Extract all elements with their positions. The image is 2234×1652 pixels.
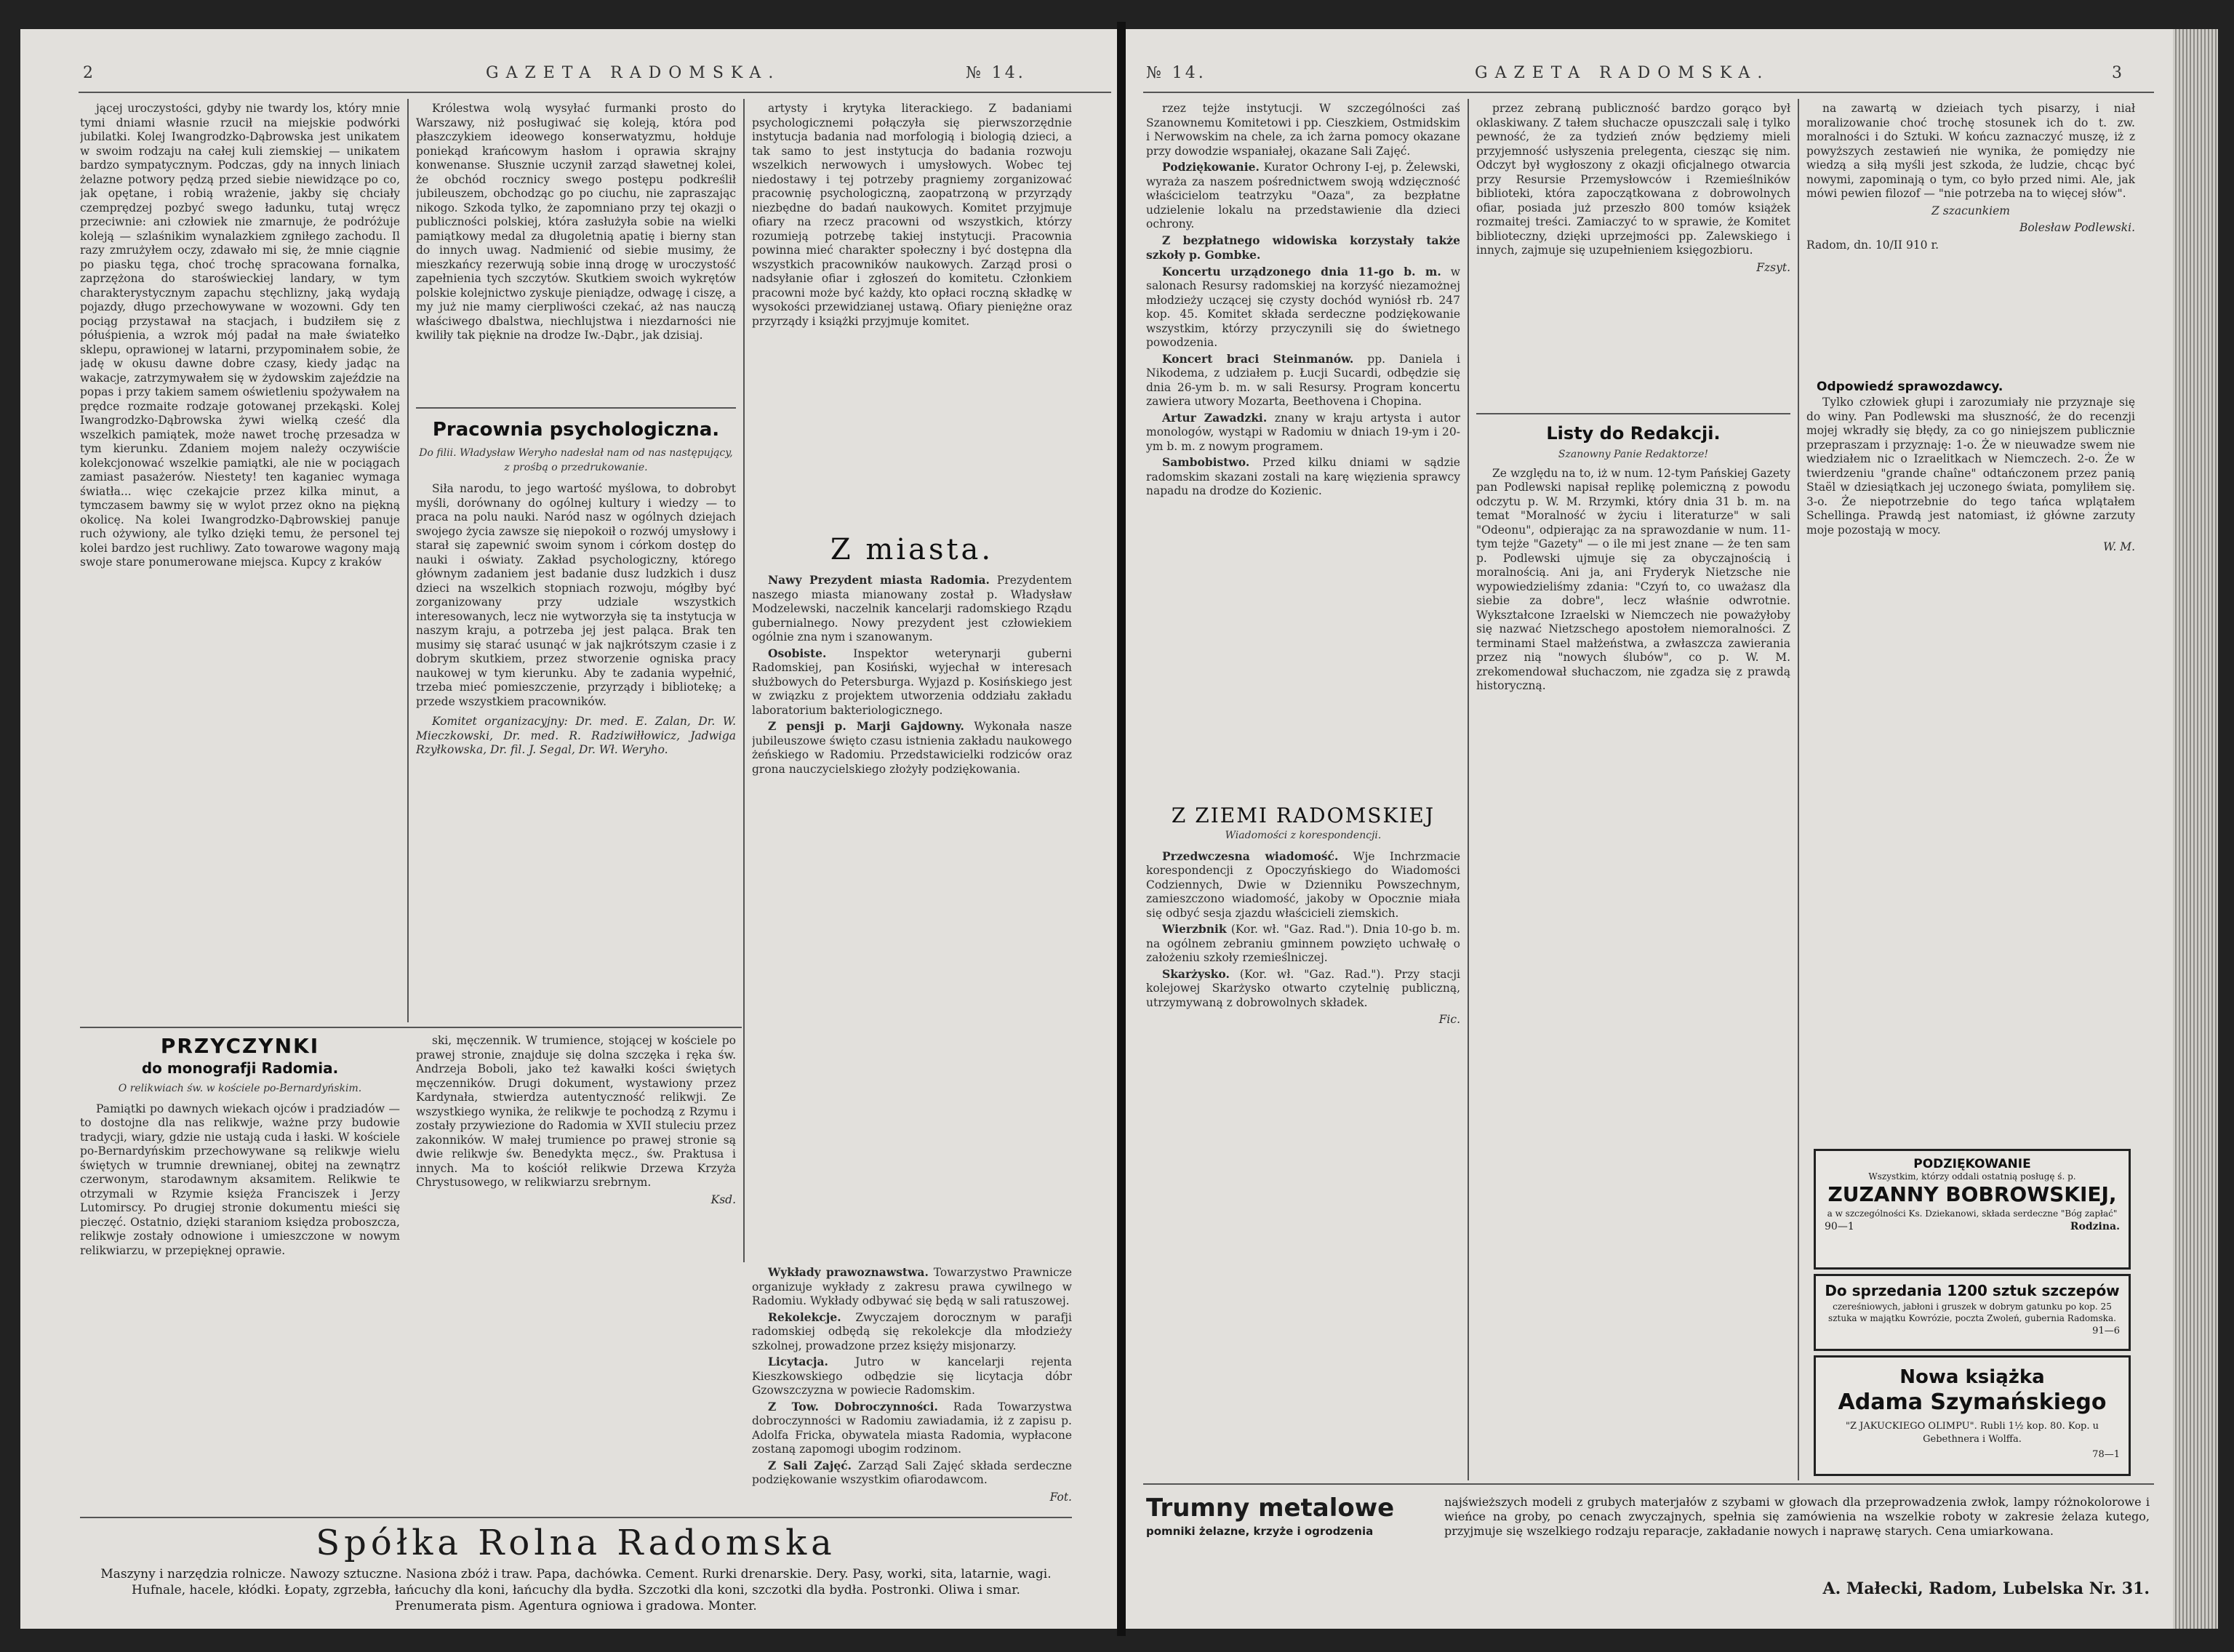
miasta-item-text: Wykonała nasze jubileuszowe święto czasu istnienia zakładu naukowego żeńskiego w Radomiu. Przedstawicielki rodziców oraz grona nauczycielskiego złożyły podziękowania. (752, 720, 1072, 776)
przyczynki-subtitle: do monografji Radomia. (141, 1059, 339, 1077)
spolka-rolna-ad (80, 1523, 1072, 1617)
right-item-text: Przed kilku dniami w sądzie radomskim skazani zostali na karę więzienia sprawcy napadu na drodze do Kozienic. (1146, 456, 1460, 497)
z-miasta-title: Z miasta. (830, 533, 994, 566)
z-ziemi-section (1146, 803, 1460, 1479)
ad-rule (80, 1517, 1072, 1518)
podziekowanie-intro: Wszystkim, którzy oddali ostatnią posługę ś. p. (1868, 1171, 2076, 1182)
listy-text: Ze względu na to, iż w num. 12-tym Pańskiej Gazety pan Podlewski napisał replikę polemiczną z powodu odczytu p. W. M. Rrzymki, który dnia 31 b. m. na temat "Moralność w życiu i literaturze" w sali "Odeonu", odpierając za na sprawozdanie w num. 11-tym tejże "Gazety" — o ile mi jest znane — że ten sam p. Podlewski ujmuje się za obyczajnością i moralnością. Ani ja, ani Fryderyk Nietzsche nie wypowiedzieliśmy zdania: "Czyń to, co uważasz dla siebie za dobre", lecz właśnie odwrotnie. Wykształcone Izraelski w Niemczech nie poważyłoby się nazwać Nietzschego apostołem niemoralności. Z terminami Stael małżeństwa, a zwłaszcza zawierania przez nią "nowych ślubów", co p. W. M. zrekomendował słuchaczom, nie zgadza się z prawdą historyczną. (1476, 466, 1790, 692)
column-rule (407, 99, 409, 1022)
left-running-title: GAZETA RADOMSKA. (486, 64, 781, 82)
header-rule (79, 92, 1111, 93)
spolka-rolna-title: Spółka Rolna Radomska (316, 1523, 836, 1563)
trumny-ad (1146, 1492, 2150, 1623)
ziemi-item-text: (Kor. wł. "Gaz. Rad."). Przy stacji kolejowej Skarżysko otwarto czytelnię publiczną, utrzymywaną z dobrowolnych składek. (1146, 967, 1460, 1009)
odpowiedz-text: Tylko człowiek głupi i zarozumiały nie przyznaje się do winy. Pan Podlewski ma słuszność, że do recenzji mojej wkradły się błędy, za co go niniejszem publicznie przepraszam i przyznaję: 1-o. Że w nieuwadze swem nie wiedziałem nic o Izraelitkach w Niemczech. 2-o. Że w twierdzeniu "grande chaîne" odtańczonem przez panią Staël w dziesiątkach jej uczonego świata, pomyliłem się. 3-o. Że niepotrzebnie do tego tańca wplątałem Schellinga. Prawdą jest natomiast, iż główne zarzuty moje pozostają w mocy. (1806, 396, 2135, 537)
column-rule (1798, 99, 1799, 1480)
ziemi-signature: Fic. (1438, 1013, 1460, 1026)
right-page-number: 3 (2112, 64, 2129, 82)
podziekowanie-title: PODZIĘKOWANIE (1913, 1157, 2031, 1171)
psych-note: Do filii. Władysław Weryho nadesłał nam od nas następujący, z prośbą o przedrukowanie. (419, 447, 733, 473)
right-col2-top (1476, 102, 1790, 407)
listy-title: Listy do Redakcji. (1546, 423, 1721, 444)
right-item-lead: Podziękowanie. (1162, 160, 1260, 174)
z-miasta-continued (752, 1265, 1072, 1512)
spolka-rolna-text: Maszyny i narzędzia rolnicze. Nawozy sztuczne. Nasiona zbóż i traw. Papa, dachówka. Cement. Rurki drenarskie. Dery. Pasy, worki, sita, latarnie, wagi. Hufnale, hacele, kłódki. Łopaty, zgrzebła, łańcuchy dla koni, łańcuchy dla bydła. Szczotki dla koni, szczotki dla bydła. Postronki. Oliwa i smar. Prenumerata pism. Agentura ogniowa i gradowa. Monter. (100, 1567, 1052, 1613)
ziemi-item-text: (Kor. wł. "Gaz. Rad."). Dnia 10-go b. m. na ogólnem zebraniu gminnem powzięto uchwałę o założeniu szkoły rzemieślniczej. (1146, 923, 1460, 964)
ksiazka-author: Adama Szymańskiego (1838, 1390, 2107, 1415)
szczepy-code: 91—6 (2092, 1326, 2120, 1336)
trumny-text: najświeższych modeli z grubych materjałów z szybami w głowach dla przeprowadzenia zwłok, lampy różnokolorowe i wieńce na groby, po cenach zwyczajnych, spełnia się zamówienia na wszelkie roboty w zakresie żelaza kutego, przyjmuje się wszelkiego rodzaju reparacje, zakładanie nowych i naprawę starych. Cena umiarkowana. (1444, 1495, 2150, 1538)
miasta-item-lead: Rekolekcje. (768, 1310, 841, 1324)
left-page (20, 29, 1117, 1629)
column-rule (743, 99, 745, 1262)
right-col3-text: na zawartą w dzieiach tych pisarzy, i niał moralizowanie choć trochę stosunek ich do t. zw. moralności i do Sztuki. W końcu zaznaczyć muszę, iż z powyższych zestawień nie wynika, że pomiędzy nie wiedzą a siłą myśli jest szkoda, że ludzie, chcąc być nowymi, zapominają o tym, co było przed nimi. Ale, jak mówi pewien filozof — "nie potrzeba na to więcej słów". (1806, 102, 2135, 200)
podziekowanie-box (1814, 1149, 2131, 1270)
page-edges (2173, 29, 2218, 1629)
przyczynki-signature: Ksd. (710, 1192, 736, 1206)
right-col2-signature: Fzsyt. (1756, 260, 1790, 274)
right-item-lead: Koncertu urządzonego dnia 11-go b. m. (1162, 264, 1441, 278)
przyczynki-note: O relikwiach św. w kościele po-Bernardyńskim. (118, 1083, 362, 1094)
trumny-subtitle: pomniki żelazne, krzyże i ogrodzenia (1146, 1525, 1374, 1538)
szczepy-box (1814, 1274, 2131, 1351)
right-item-text: pp. Daniela i Nikodema, z udziałem p. Łucji Sucardi, odbędzie się dnia 26-ym b. m. w sali Resursy. Program koncertu zawiera utwory Mozarta, Beethovena i Chopina. (1146, 352, 1460, 408)
miasta-signature: Fot. (1049, 1490, 1072, 1504)
ksiazka-code: 78—1 (2092, 1449, 2120, 1460)
ziemi-item-lead: Wierzbnik (1162, 922, 1227, 936)
left-col3-text: artysty i krytyka literackiego. Z badaniami psychologicznemi połączyła się pierwszorzędnie instytucja badania nad morfologią i biologią dzieci, a tak samo to jest instytucja do badania rozwoju wszelkich nerwowych i umysłowych. Wobec tej niedostawy i tej potrzeby pragniemy zorganizować pracownię psychologiczną, zaopatrzoną w przyrządy niezbędne do badań naukowych. Komitet przyjmuje ofiary na rzecz pracowni od wszystkich, którzy rozumieją potrzebę takiej instytucji. Pracownia powinna mieć charakter społeczny i być dostępna dla wszystkich pracowników naukowych. Zarząd prosi o nadsyłanie ofiar i zgłoszeń do komitetu. Członkiem pracowni może być każdy, kto opłaci roczną składkę w wysokości przewidzianej ustawą. Ofiary pieniężne oraz przyrządy i książki przyjmuje komitet. (752, 102, 1072, 328)
right-item-text: Kurator Ochrony I-ej, p. Żelewski, wyraża za naszem pośrednictwem swoją wdzięczność właścicielom teatrzyku "Oaza", za bezpłatne udzielenie lokalu na przedstawienie dla dzieci ochrony. (1146, 161, 1460, 230)
right-col3-top (1806, 102, 2135, 400)
psych-title: Pracownia psychologiczna. (432, 419, 720, 441)
przyczynki-continued-text: ski, męczennik. W trumience, stojącej w kościele po prawej stronie, znajduje się dolna szczęka i ręka św. Andrzeja Boboli, jako też kawałki kości świętych męczenników. Drugi dokument, wystawiony przez Kardynała, stwierdza autentyczność relikwji. Ze wszystkiego wynika, że relikwje te pochodzą z Rzymu i zostały przywiezione do Radomia w XVII stuleciu przez zakonników. W małej trumience po prawej stronie są dwie relikwje św. Benedykta męcz., św. Praktusa i innych. Ma to kościół relikwie Drzewa Krzyża Chrystusowego, w relikwiarzu srebrnym. (416, 1034, 736, 1189)
left-col1 (80, 102, 400, 989)
section-rule (416, 407, 736, 409)
miasta-item-lead: Z Sali Zajęć. (768, 1458, 852, 1472)
ad-rule (1143, 1483, 2154, 1485)
right-col1 (1146, 102, 1460, 800)
left-issue-number: № 14. (966, 64, 1026, 82)
section-rule (1476, 413, 1790, 414)
podziekowanie-name: ZUZANNY BOBROWSKIEJ, (1827, 1182, 2117, 1206)
psych-article (416, 414, 736, 1025)
left-col2-text: Królestwa wolą wysyłać furmanki prosto do Warszawy, niż posługiwać się koleją, która pod płaszczykiem ideowego konserwatyzmu, hołduje poniekąd krańcowym hasłom i oprawia skrajny konwenanse. Słusznie uczynił zarząd sławetnej kolei, że obchód rocznicy swego postępu podkreślił jubileuszem, obchodząc go po ciuchu, nie zapraszając nikogo. Szkoda tylko, że zapomniano przy tej okazji o publiczności polskiej, która zasłużyła sobie na wielki pamiątkowy medal za długoletnią apatię i bierny stan do innych uwag. Nadmienić od siebie musimy, że mieszkańcy rezerwują sobie inną drogę w uroczystość zapełnienia tych szczytów. Skutkiem swoich wykrętów polskie kolejnictwo zyskuje pieniądze, odwagę i ciszę, a my już nie mamy cierpliwości czekać, aż nas nauczą właściwego dbalstwa, niechlujstwa i niezdarności nie kwiliły tak pięknie na drodze Iw.-Dąbr., jak dzisiaj. (416, 102, 736, 342)
trumny-title: Trumny metalowe (1146, 1493, 1395, 1523)
miasta-item-lead: Osobiste. (768, 646, 827, 660)
ksiazka-label: Nowa książka (1899, 1366, 2045, 1388)
przyczynki-continued (416, 1034, 736, 1514)
left-page-number: 2 (83, 64, 100, 82)
z-ziemi-subtitle: Wiadomości z korespondencji. (1225, 830, 1382, 841)
miasta-item-lead: Z pensji p. Marji Gajdowny. (768, 719, 964, 733)
miasta-item-text: Prezydentem naszego miasta mianowany został p. Władysław Modzelewski, naczelnik kancelarji radomskiego Rządu gubernialnego. Nowy prezydent jest człowiekiem ogólnie zna nym i szanowanym. (752, 574, 1072, 643)
page-gutter (1117, 22, 1126, 1636)
right-item-lead: Z bezpłatnego widowiska korzystały także szkoły p. Gombke. (1146, 233, 1460, 262)
right-col1-text: rzez tejże instytucji. W szczególności zaś Szanownemu Komitetowi i pp. Cieszkiem, Ostmidskim i Nerwowskim na chele, za ich żarna pomocy okazane przy dowodzie wspaniałej, okazane Sali Zajęć. (1146, 102, 1460, 158)
right-running-title: GAZETA RADOMSKA. (1475, 64, 1770, 82)
header-rule (1143, 92, 2154, 93)
right-issue-number: № 14. (1146, 64, 1206, 82)
right-item-text: znany w kraju artysta i autor monologów, wystąpi w Radomiu w dniach 19-ym i 20-ym b. m. z nowym programem. (1146, 411, 1460, 453)
miasta-item-text: Zwyczajem dorocznym w parafji radomskiej odbędą się rekolekcje dla młodzieży szkolnej, prowadzone przez księży misjonarzy. (752, 1310, 1072, 1352)
z-miasta-section (752, 531, 1072, 1258)
podziekowanie-code: 90—1 (1825, 1221, 1854, 1232)
ksiazka-box (1814, 1355, 2131, 1476)
right-item-lead: Artur Zawadzki. (1162, 410, 1268, 425)
ziemi-item-text: Wje Inchrzmacie korespondencji z Opoczyńskiego do Wiadomości Codziennych, Dwie w Dzienniku Powszechnym, zamieszczono wiadomość, jakoby w Opocznie miała się odbyć sesja zjazdu właścicieli ziemskich. (1146, 849, 1460, 920)
podziekowanie-sign: Rodzina. (2070, 1221, 2120, 1232)
psych-text: Siła narodu, to jego wartość myślowa, to dobrobyt myśli, dorównany do ogólnej kultury i wiedzy — to praca na polu nauki. Naród nasz w ogólnych dziejach swojego życia zawsze się niepokoił o rozwój umysłowy i starał się zapewnić swoim synom i córkom dostęp do nauki i oświaty. Zakład psychologiczny, którego głównym zadaniem jest badanie dusz ludzkich i dusz dzieci na wszelkich stopniach rozwoju, mógłby być zorganizowany przy udziale wszystkich interesowanych, lecz nie wytworzyła się ta instytucja w naszym kraju, a potrzeba jej jest paląca. Brak ten musimy się starać usunąć w jak najkrótszym czasie i z dobrym skutkiem, przez stworzenie ogniska pracy naukowej w tym kierunku. Aby te zadania wypełnić, trzeba mieć pomieszczenie, przyrządy i bibliotekę; a przede wszystkiem pracowników. (416, 482, 736, 708)
left-col1-text: jącej uroczystości, gdyby nie twardy los, który mnie tymi dniami własnie rzucił na miejskie podwórki jubilatki. Kolej Iwangrodzko-Dąbrowska jest unikatem w swoim rodzaju na całej kuli ziemskiej — unikatem bardzo sympatycznym. Podczas, gdy na innych liniach żelazne potwory pędzą przed siebie niewidzące po co, jak opętane, i robią wrażenie, jakby się chciały czemprędzej pozbyć swego ładunku, tutaj wręcz przeciwnie: ani człowiek nie zmarnuje, że podróżuje koleją — szlaśnikim wynalazkiem zgniłego zachodu. Il razy zmrużyłem oczy, zdawało mi się, że mnie ciągnie po piasku tęga, choć trochę spracowana fornalka, zaprzężona do staroświeckiej landary, w tym charakterystycznym zapachu stęchlizny, jaką wydają pojazdy, długo przechowywane w wozowni. Gdy ten pociąg przystawał na stacjach, i budziłem się z półuśpienia, a wzrok mój padał na małe światełko sklepu, oprawionej w latarni, przypominałem sobie, że jadę w okusu dawne dobre czasy, kiedy jadąc na wakacje, zatrzymywałem się w żydowskim zajeździe na popas i przy takiem samem oświetleniu spożywałem na prędce rozmaite rodzaje gotowanej przekąski. Kolej Iwangrodzko-Dąbrowska żywi wielką cześć dla wszelkich pamiątek, może nawet trochę przesadza w tym kierunku. Zdaniem mojem należy oczywiście kolekcjonować wszelkie pamiątki, ale nie w pociągach zamiast pasażerów. Niestety! ten kaganiec wymaga światła... więc czekajcie przez kilka minut, a tymczasem bawmy się w wylot przez okno na piękną okolicę. Na kolei Iwangrodzko-Dąbrowskiej panuje ruch ożywiony, ale tylko dzięki temu, że personel tej kolei bardzo jest ruchliwy. Zato towarowe wagony mają swoje stare ponumerowane miejsca. Kupcy z kraków (80, 102, 400, 569)
przyczynki-title: PRZYCZYNKI (160, 1034, 320, 1058)
listy-salutation: Szanowny Panie Redaktorze! (1558, 449, 1709, 460)
miasta-item-text: Rada Towarzystwa dobroczynności w Radomiu zawiadamia, iż z zapisu p. Adolfa Fricka, obywatela miasta Radomia, wypłacone zostaną zapomogi ubogim rodzinom. (752, 1400, 1072, 1456)
ziemi-item-lead: Przedwczesna wiadomość. (1162, 849, 1339, 863)
szczepy-title: Do sprzedania 1200 sztuk szczepów (1825, 1282, 2120, 1299)
szczepy-text: czereśniowych, jabłoni i gruszek w dobrym gatunku po kop. 25 sztuka w majątku Kowrózie, poczta Zwoleń, gubernia Radomska. (1828, 1302, 2116, 1323)
przyczynki-article (80, 1034, 400, 1514)
miasta-item-text: Jutro w kancelarji rejenta Kieszkowskiego odbędzie się licytacja dóbr Gzowszczyzna w powiecie Radomskim. (752, 1355, 1072, 1397)
right-page (1126, 29, 2173, 1629)
right-item-text: w salonach Resursy radomskiej na korzyść niezamożnej młodzieży uczącej się czysty dochód wyniósł rb. 247 kop. 45. Komitet składa serdeczne podziękowanie wszystkim, którzy przyczynili się do świetnego powodzenia. (1146, 265, 1460, 349)
right-col3-date: Radom, dn. 10/II 910 r. (1806, 238, 1939, 252)
miasta-item-text: Inspektor weterynarji guberni Radomskiej, pan Kosiński, wyjechał w interesach służbowych do Petersburga. Wyjazd p. Kosińskiego jest w związku z projektem utworzenia oddziału zakładu laboratorium bakteriologicznego. (752, 646, 1072, 717)
miasta-item-lead: Wykłady prawoznawstwa. (768, 1265, 929, 1279)
psych-signatures: Komitet organizacyjny: Dr. med. E. Zalan, Dr. W. Mieczkowski, Dr. med. R. Radziwiłłowicz, Jadwiga Rzyłkowska, Dr. fil. J. Segal, Dr. Wł. Weryho. (416, 715, 736, 756)
odpowiedz-title: Odpowiedź sprawozdawcy. (1817, 380, 2003, 394)
right-col3-sig-name: Bolesław Podlewski. (2019, 221, 2135, 234)
ksiazka-text: "Z JAKUCKIEGO OLIMPU". Rubli 1½ kop. 80. Kop. u Gebethnera i Wolffa. (1845, 1421, 2099, 1445)
ziemi-item-lead: Skarżysko. (1162, 966, 1230, 981)
left-col3-top (752, 102, 1072, 524)
miasta-item-text: Towarzystwo Prawnicze organizuje wykłady z zakresu prawa cywilnego w Radomiu. Wykłady odbywać się będą w sali ratuszowej. (752, 1266, 1072, 1307)
przyczynki-text: Pamiątki po dawnych wiekach ojców i pradziadów — to dostojne dla nas relikwje, ważne przy budowie tradycji, wiary, gdzie nie ustają cuda i łaski. W kościele po-Bernardyńskim przechowywane są relikwje wielu świętych w trumnie drewnianej, obitej na zewnątrz czerwonym, starodawnym aksamitem. Relikwie te otrzymali w Rzymie księża Franciszek i Jerzy Lutomirscy. Po drugiej stronie dokumentu mieści się pieczęć. Ostatnio, dzięki staraniom księdza proboszcza, relikwje zostały odnowione i umieszczone w nowym relikwiarzu, w przepięknej oprawie. (80, 1102, 400, 1257)
trumny-owner: A. Małecki, Radom, Lubelska Nr. 31. (1822, 1579, 2150, 1598)
right-col3-sig-label: Z szacunkiem (1931, 204, 2010, 217)
miasta-item-lead: Z Tow. Dobroczynności. (768, 1399, 938, 1414)
right-col2-text: przez zebraną publiczność bardzo gorąco był oklaskiwany. Z tałem słuchacze opuszczali salę i tylko pewność, że za tydzień znów będziemy mieli przyjemność usłyszenia prelegenta, ciesząc się nim. Odczyt był wygłoszony z okazji oficjalnego otwarcia przy Resursie Przemysłowców i Rzemieślników biblioteki, która zapoczątkowana z dobrowolnych ofiar, posiada już przeszło 800 tomów książek rozmaitej treści. Zamiaczyć to w sprawie, że Komitet biblioteczny, dzięki uprzejmości pp. Zalewskiego i innych, zajmuje się uzupełnieniem księgozbioru. (1476, 102, 1790, 257)
section-rule (80, 1027, 742, 1028)
right-item-lead: Sambobistwo. (1162, 455, 1250, 469)
miasta-item-lead: Licytacja. (768, 1355, 828, 1368)
miasta-item-lead: Nawy Prezydent miasta Radomia. (768, 573, 990, 587)
podziekowanie-text: a w szczególności Ks. Dziekanowi, składa serdeczne "Bóg zapłać" (1827, 1208, 2118, 1219)
left-col2-top (416, 102, 736, 407)
listy-section (1476, 422, 1790, 1476)
right-item-lead: Koncert braci Steinmanów. (1162, 351, 1354, 366)
z-ziemi-title: Z ZIEMI RADOMSKIEJ (1171, 803, 1436, 827)
column-rule (1468, 99, 1469, 1480)
odpowiedz-section (1806, 378, 2135, 1134)
odpowiedz-signature: W. M. (2103, 540, 2135, 553)
miasta-item-text: Zarząd Sali Zajęć składa serdeczne podziękowanie wszystkim ofiarodawcom. (752, 1459, 1072, 1486)
